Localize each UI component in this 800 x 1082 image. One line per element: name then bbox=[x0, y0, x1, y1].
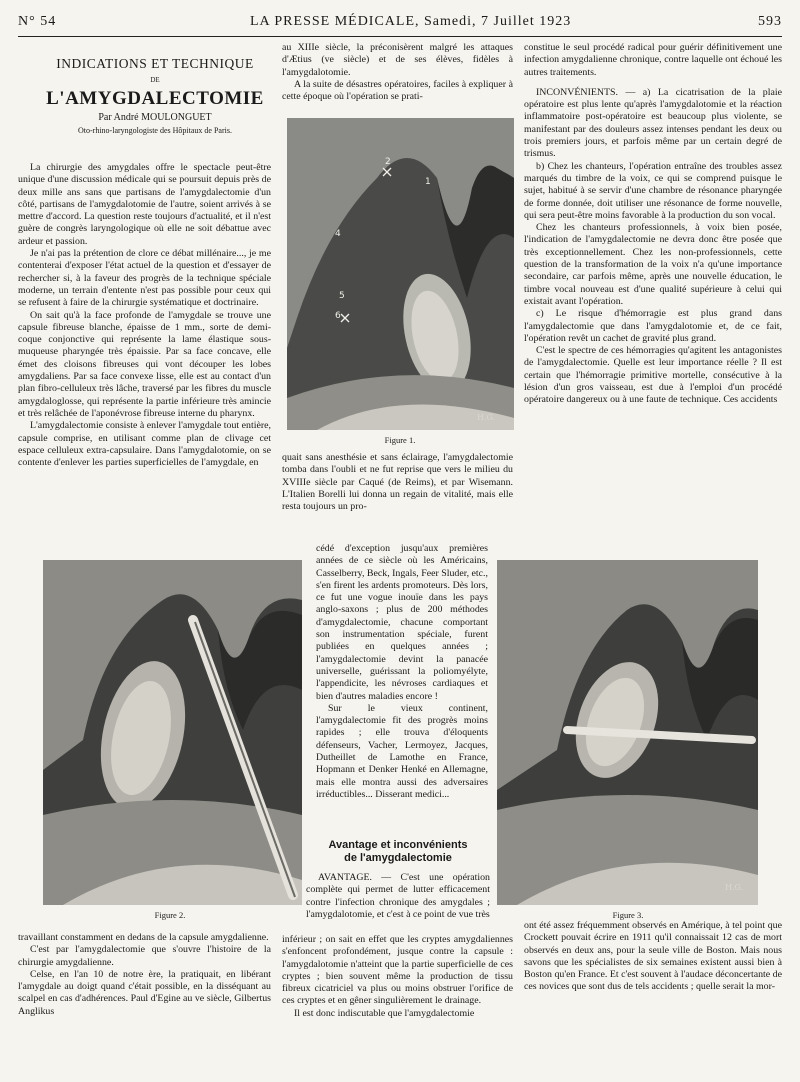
column-2-middle bbox=[282, 452, 513, 542]
paragraph: Sur le vieux continent, l'amygdalectomie fit des progrès moins rapides ; elle trouva d'éloquents défenseurs, Vacher, Lermoyez, Jacques, Dutheillet de Lamothe en France, Hopmann et Denker Henké en Allemagne, mais elle montra aussi des adversaires irréductibles... Disserant medici... bbox=[316, 702, 488, 800]
figure-2-illustration bbox=[43, 560, 302, 905]
paragraph: au XIIIe siècle, la préconisèrent malgré les attaques d'Ætius (ve siècle) et de ses élèves, fidèles à l'amygdalotomie. bbox=[282, 42, 513, 78]
paragraph: Je n'ai pas la prétention de clore ce débat millénaire..., je me contenterai d'exposer l'état actuel de la question et d'essayer de rechercher si, à la faveur des progrès de la technique spéciale moderne, un terrain d'entente n'est pas possible pour ceux qui se refusent à faire de la chirurgie systématique et doctrinaire. bbox=[18, 248, 271, 309]
paragraph: — a) La cicatrisation de la plaie opératoire est plus lente qu'après l'amygdalotomie et la réaction inflammatoire post-opératoire est beaucoup plus violente, se manifestant par des douleurs assez intenses pendant les deux ou trois premiers jours, et parfois même par un certain degré de trismus. bbox=[524, 86, 782, 160]
section-heading-line1: Avantage et inconvénients bbox=[328, 839, 468, 851]
paragraph: On sait qu'à la face profonde de l'amygdale se trouve une capsule fibreuse blanche, épaisse de 1 mm., sorte de demi-coque conjonctive qui représente la lame élastique sous-muqueuse pharyngée très épaissie. Par sa face concave, elle émet des cloisons fibreuses qui vont découper les lobes amygdaliens. Par sa face convexe lisse, elle est au contact d'un plan fibro-celluleux très lâche, traversé par les fibres du muscle amygdaloglosse, qui représente la partie inférieure très amincie et très relâchée de l'aponévrose fibreuse interne du pharynx. bbox=[18, 309, 271, 419]
issue-number: N° 54 bbox=[18, 14, 57, 29]
section-heading bbox=[306, 839, 490, 865]
paragraph: quait sans anesthésie et sans éclairage, l'amygdalectomie tomba dans l'oubli et ne fut reprise que vers le milieu du XVIIIe siècle par Caqué (de Reims), et par Wisemann. L'Italien Borelli lui donna un regain de vitalité, mais elle resta toujours un pro- bbox=[282, 452, 513, 513]
journal-title: LA PRESSE MÉDICALE, Samedi, 7 Juillet 1923 bbox=[250, 14, 572, 29]
header-rule bbox=[18, 36, 782, 37]
bottom-column-3 bbox=[524, 920, 782, 1072]
figure-mark: 4 bbox=[335, 229, 341, 239]
paragraph: cédé d'exception jusqu'aux premières années de ce siècle où les Américains, Casselberry, Beck, Ingals, Feer Sluder, etc., s'en firent les ardents promoteurs. Dès lors, ce fut une vogue inouïe dans les pays anglo-saxons ; plus de 200 méthodes d'amygdalectomie, chacune comportant son instrumentation spéciale, furent publiées en quelques années ; l'amygdalectomie devint la panacée universelle, guérissant la poliomyélyte, l'appendicite, les névroses cardiaques et bien d'autres maladies encore ! bbox=[316, 543, 488, 702]
column-2-top bbox=[282, 42, 513, 106]
figure-3-illustration bbox=[497, 560, 758, 905]
paragraph: c) Le risque d'hémorragie est plus grand dans l'amygdalectomie que dans l'amygdalotomie et, de ce fait, l'opération revêt un cachet de gravité plus grand. bbox=[524, 308, 782, 344]
figure-1-illustration bbox=[287, 118, 514, 430]
figure-3-caption: Figure 3. bbox=[612, 910, 644, 920]
running-header bbox=[18, 14, 782, 36]
paragraph: C'est par l'amygdalectomie que s'ouvre l'histoire de la chirurgie amygdalienne. bbox=[18, 944, 271, 968]
paragraph: C'est le spectre de ces hémorragies qu'agitent les antagonistes de l'amygdalectomie. Quelle est leur importance réelle ? Il est certain que l'hémorragie primitive mortelle, consécutive à la lésion d'un gros vaisseau, est due à l'emploi d'un procédé opératoire dangereux ou à une faute de technique. Ces accidents bbox=[524, 345, 782, 406]
section-label: INCONVÉNIENTS. bbox=[536, 86, 619, 98]
author-byline: Par André MOULONGUET bbox=[98, 112, 212, 123]
artist-signature: H.G. bbox=[477, 413, 496, 422]
tonsil-snare-drawing bbox=[497, 560, 758, 905]
figure-mark: 6 bbox=[335, 311, 341, 321]
paragraph: A la suite de désastres opératoires, faciles à expliquer à cette époque où l'opération se prati- bbox=[282, 78, 513, 103]
figure-mark: 5 bbox=[339, 291, 345, 301]
bottom-column-1 bbox=[18, 932, 271, 1072]
paragraph: inférieur ; on sait en effet que les cryptes amygdaliennes s'enfoncent profondément, jusque contre la capsule : l'amygdalotomie n'atteint que la partie superficielle de ces cryptes ; bien souvent même la production de tissu fibreux cicatriciel va plus ou moins obstruer l'orifice de ces cryptes et en gêner singulièrement le drainage. bbox=[282, 934, 513, 1007]
paragraph: b) Chez les chanteurs, l'opération entraîne des troubles assez marqués du timbre de la voix, ce qui se comprend puisque le sujet, habitué à se servir d'une chambre de résonance pharyngée de forme donnée, doit utiliser une résonance de forme nouvelle, qui sera peut-être moins favorable à la production du son vocal. bbox=[524, 160, 782, 221]
tonsil-drawing bbox=[287, 118, 514, 430]
article-title-line1: INDICATIONS ET TECHNIQUE bbox=[56, 56, 254, 71]
column-2-avantage bbox=[306, 872, 490, 934]
artist-signature: H.G. bbox=[725, 883, 744, 892]
section-heading-line2: de l'amygdalectomie bbox=[344, 852, 452, 864]
column-2-narrow bbox=[316, 543, 488, 833]
paragraph: L'amygdalectomie consiste à enlever l'amygdale tout entière, capsule comprise, en utilisant comme plan de clivage cet espace celluleux extra-capsulaire. Dans l'amygdalotomie, on se contente d'enlever les parties superficielles de l'amygdale, en bbox=[18, 420, 271, 469]
paragraph: Celse, en l'an 10 de notre ère, la pratiquait, en libérant l'amygdale au doigt quand c'était possible, en la disséquant au scalpel en cas d'adhérences. Paul d'Egine au ve siècle, Gilbertus Anglikus bbox=[18, 968, 271, 1017]
column-1 bbox=[18, 162, 271, 542]
figure-2-caption: Figure 2. bbox=[154, 910, 186, 920]
tonsil-forceps-drawing bbox=[43, 560, 302, 905]
paragraph: constitue le seul procédé radical pour guérir définitivement une infection amygdalienne chronique, contre laquelle ont échoué les autres traitements. bbox=[524, 42, 782, 78]
paragraph: Il est donc indiscutable que l'amygdalectomie bbox=[294, 1007, 475, 1019]
author-affiliation: Oto-rhino-laryngologiste des Hôpitaux de Paris. bbox=[78, 126, 232, 135]
paragraph: ont été assez fréquemment observés en Amérique, à tel point que Crockett pouvait écrire en 1911 qu'il connaissait 12 cas de mort observés en deux ans, pour la seule ville de Boston. Mais nous savons que les spécialistes de six semaines existent aussi bien à Boston qu'en France. Et c'est souvent à l'audace déconcertante de ces novices que sont dus de tels accidents ; quelle serait la mor- bbox=[524, 920, 782, 993]
article-title-de: DE bbox=[150, 76, 160, 84]
figure-mark: 1 bbox=[425, 177, 431, 187]
column-3 bbox=[524, 42, 782, 542]
bottom-column-2 bbox=[282, 934, 513, 1072]
paragraph: — C'est une opération complète qui permet de lutter efficacement contre l'infection chronique des amygdales ; l'amygdalotomie, et c'est à ce point de vue très bbox=[306, 872, 490, 920]
paragraph: La chirurgie des amygdales offre le spectacle peut-être unique d'une discussion médicale qui se poursuit depuis près de deux mille ans sans que partisans de l'amygdalectomie d'un côté, partisans de l'amygdalotomie de l'autre, soient arrivés à se mettre d'accord. La question reste toujours d'actualité, et il n'est guère de congrès laryngologique où elle ne soit débattue avec ardeur et passion. bbox=[18, 162, 271, 247]
figure-mark: 2 bbox=[385, 157, 391, 167]
figure-1-caption: Figure 1. bbox=[384, 435, 416, 445]
paragraph: Chez les chanteurs professionnels, à voix bien posée, l'indication de l'amygdalectomie ne devra donc être posée que très exceptionnellement. Chez les non-professionnels, cette question de la transformation de la voix n'a qu'une importance secondaire, car parfois même, après une nouvelle éducation, le timbre vocal nouveau est d'une qualité supérieure à celui qui existait avant l'opération. bbox=[524, 222, 782, 307]
page-number: 593 bbox=[758, 14, 782, 29]
paragraph: travaillant constamment en dedans de la capsule amygdalienne. bbox=[18, 932, 269, 943]
article-title-line2: L'AMYGDALECTOMIE bbox=[46, 88, 264, 109]
section-label: AVANTAGE. bbox=[318, 872, 372, 883]
